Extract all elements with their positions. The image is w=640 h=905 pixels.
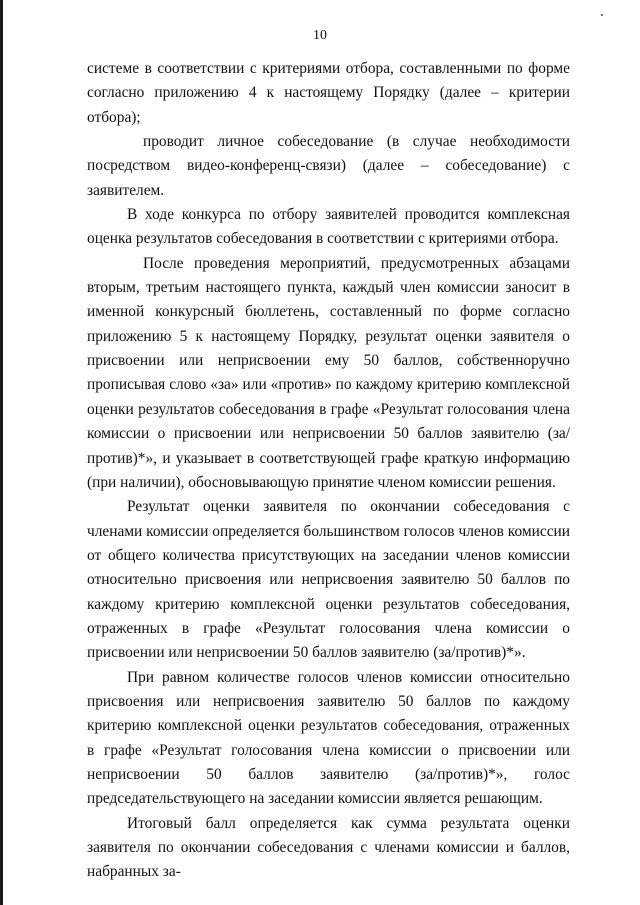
scan-left-edge — [0, 0, 3, 905]
paragraph-5: Результат оценки заявителя по окончании собеседования с членами комиссии определяется большинством голосов членов комиссии от общего количества присутствующих на заседании членов комиссии относительно присвоения или неприсвоения заявителю 50 баллов по каждому критерию комплексной оценки результатов собеседования, отраженных в графе «Результат голосования члена комиссии о присвоении или неприсвоении 50 баллов заявителю (за/против)*». — [87, 498, 570, 662]
paragraph-6: При равном количестве голосов членов комиссии относительно присвоения или неприсвоения заявителю 50 баллов по каждому критерию комплексной оценки результатов собеседования, отраженных в графе «Результат голосования члена комиссии о присвоении или неприсвоении 50 баллов заявителю (за/против)*», голос председательствующего на заседании комиссии является решающим. — [87, 668, 570, 808]
paragraph-2: проводит личное собеседование (в случае необходимости посредством видео-конференц-связи) (далее – собеседование) с заявителем. — [87, 133, 570, 199]
paragraph-3: В ходе конкурса по отбору заявителей проводится комплексная оценка результатов собеседования в соответствии с критериями отбора. — [87, 206, 570, 248]
paragraph-7: Итоговый балл определяется как сумма результата оценки заявителя по окончании собеседования с членами комиссии и баллов, набранных за- — [87, 814, 570, 881]
page-number: 10 — [313, 28, 327, 43]
paragraph-1: системе в соответствии с критериями отбора, составленными по форме согласно приложению 4 к настоящему Порядку (далее – критерии отбора); — [87, 60, 570, 126]
scan-speck — [601, 14, 603, 16]
paragraph-4: После проведения мероприятий, предусмотренных абзацами вторым, третьим настоящего пункта, каждый член комиссии заносит в именной конкурсный бюллетень, составленный по форме согласно приложению 5 к настоящему Порядку, результат оценки заявителя о присвоении или неприсвоении ему 50 баллов, собственноручно прописывая слово «за» или «против» по каждому критерию комплексной оценки результатов собеседования в графе «Результат голосования члена комиссии о присвоении или неприсвоении 50 баллов заявителю (за/против)*», и указывает в соответствующей графе краткую информацию (при наличии), обосновывающую принятие членом комиссии решения. — [87, 254, 570, 491]
body-text — [87, 57, 570, 885]
